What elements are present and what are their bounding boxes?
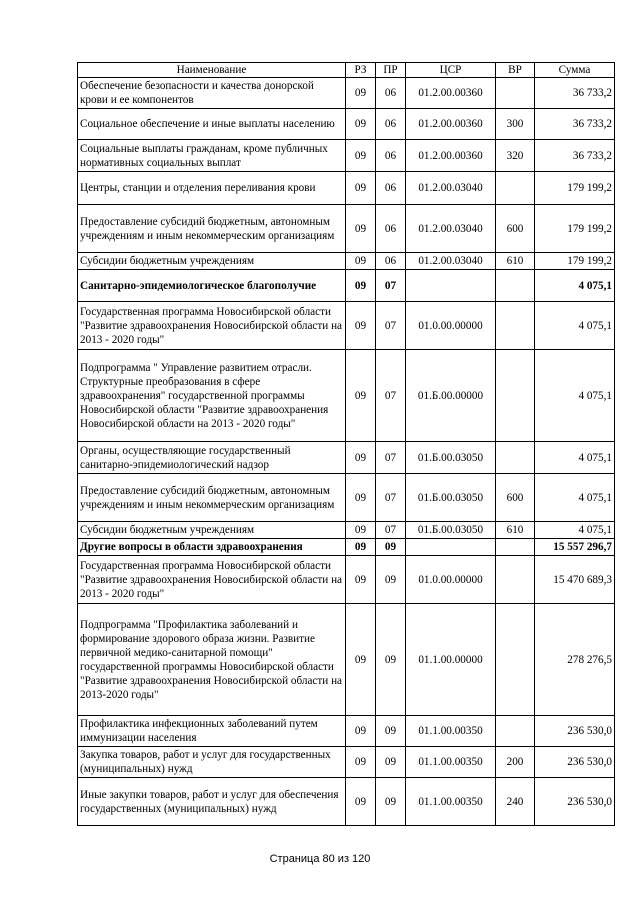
- row-sum: 15 557 296,7: [535, 539, 615, 556]
- table-row: [78, 270, 615, 302]
- row-csr: 01.Б.00.00000: [406, 350, 496, 442]
- row-pr: 06: [376, 109, 406, 140]
- row-csr: 01.0.00.00000: [406, 302, 496, 350]
- row-sum: 4 075,1: [535, 474, 615, 522]
- row-pr: 07: [376, 350, 406, 442]
- row-sum: 236 530,0: [535, 747, 615, 778]
- row-sum: 15 470 689,3: [535, 556, 615, 604]
- row-vr: 600: [496, 474, 535, 522]
- table-row: [78, 556, 615, 604]
- row-vr: [496, 270, 535, 302]
- row-vr: 240: [496, 778, 535, 826]
- row-vr: 320: [496, 140, 535, 172]
- row-rz: 09: [346, 539, 376, 556]
- table-row: [78, 442, 615, 474]
- row-name: Предоставление субсидий бюджетным, автономным учреждениям и иным некоммерческим организациям: [78, 474, 346, 522]
- row-pr: 09: [376, 556, 406, 604]
- row-name: Иные закупки товаров, работ и услуг для обеспечения государственных (муниципальных) нужд: [78, 778, 346, 826]
- table-row: [78, 205, 615, 253]
- row-pr: 06: [376, 205, 406, 253]
- row-csr: 01.2.00.03040: [406, 205, 496, 253]
- row-vr: [496, 350, 535, 442]
- row-rz: 09: [346, 109, 376, 140]
- table-row: [78, 302, 615, 350]
- row-csr: 01.1.00.00350: [406, 778, 496, 826]
- row-rz: 09: [346, 253, 376, 270]
- row-rz: 09: [346, 172, 376, 205]
- row-csr: 01.2.00.00360: [406, 109, 496, 140]
- row-rz: 09: [346, 604, 376, 716]
- table-row: [78, 474, 615, 522]
- row-pr: 06: [376, 140, 406, 172]
- table-row: [78, 350, 615, 442]
- row-csr: 01.1.00.00000: [406, 604, 496, 716]
- row-sum: 236 530,0: [535, 716, 615, 747]
- row-name: Санитарно-эпидемиологическое благополучие: [78, 270, 346, 302]
- row-pr: 09: [376, 778, 406, 826]
- row-sum: 36 733,2: [535, 140, 615, 172]
- row-name: Другие вопросы в области здравоохранения: [78, 539, 346, 556]
- row-vr: [496, 172, 535, 205]
- row-name: Органы, осуществляющие государственный санитарно-эпидемиологический надзор: [78, 442, 346, 474]
- row-pr: 09: [376, 539, 406, 556]
- row-csr: 01.Б.00.03050: [406, 522, 496, 539]
- row-name: Государственная программа Новосибирской области "Развитие здравоохранения Новосибирской области на 2013 - 2020 годы": [78, 556, 346, 604]
- row-sum: 36 733,2: [535, 78, 615, 109]
- row-rz: 09: [346, 556, 376, 604]
- table-row: [78, 716, 615, 747]
- row-rz: 09: [346, 350, 376, 442]
- row-name: Закупка товаров, работ и услуг для государственных (муниципальных) нужд: [78, 747, 346, 778]
- row-rz: 09: [346, 747, 376, 778]
- row-vr: [496, 442, 535, 474]
- row-vr: 610: [496, 253, 535, 270]
- row-rz: 09: [346, 270, 376, 302]
- row-vr: 300: [496, 109, 535, 140]
- row-csr: 01.2.00.03040: [406, 172, 496, 205]
- row-vr: [496, 539, 535, 556]
- row-vr: [496, 556, 535, 604]
- row-sum: 179 199,2: [535, 253, 615, 270]
- row-sum: 4 075,1: [535, 302, 615, 350]
- row-csr: 01.Б.00.03050: [406, 442, 496, 474]
- row-vr: [496, 302, 535, 350]
- row-csr: 01.2.00.00360: [406, 140, 496, 172]
- row-csr: 01.2.00.03040: [406, 253, 496, 270]
- row-rz: 09: [346, 302, 376, 350]
- table-header-row: [78, 63, 615, 78]
- table-row: [78, 539, 615, 556]
- row-name: Социальное обеспечение и иные выплаты населению: [78, 109, 346, 140]
- row-pr: 07: [376, 302, 406, 350]
- row-csr: [406, 270, 496, 302]
- row-pr: 09: [376, 716, 406, 747]
- row-name: Подпрограмма "Профилактика заболеваний и формирование здорового образа жизни. Развитие первичной медико-санитарной помощи" государственной программы Новосибирской области "Развитие здравоохранения Новосибирской области на 2013-2020 годы": [78, 604, 346, 716]
- row-vr: [496, 604, 535, 716]
- table-row: [78, 604, 615, 716]
- row-name: Предоставление субсидий бюджетным, автономным учреждениям и иным некоммерческим организациям: [78, 205, 346, 253]
- table-row: [78, 172, 615, 205]
- row-rz: 09: [346, 205, 376, 253]
- row-rz: 09: [346, 442, 376, 474]
- table-row: [78, 747, 615, 778]
- row-pr: 09: [376, 747, 406, 778]
- row-name: Субсидии бюджетным учреждениям: [78, 522, 346, 539]
- table-body: [78, 78, 615, 826]
- row-pr: 07: [376, 270, 406, 302]
- row-name: Центры, станции и отделения переливания крови: [78, 172, 346, 205]
- row-name: Профилактика инфекционных заболеваний путем иммунизации населения: [78, 716, 346, 747]
- header-sum: Сумма: [535, 63, 615, 78]
- row-vr: 200: [496, 747, 535, 778]
- table-row: [78, 78, 615, 109]
- row-pr: 09: [376, 604, 406, 716]
- row-csr: 01.1.00.00350: [406, 716, 496, 747]
- table-row: [78, 109, 615, 140]
- budget-sheet: [77, 62, 614, 826]
- row-name: Государственная программа Новосибирской области "Развитие здравоохранения Новосибирской области на 2013 - 2020 годы": [78, 302, 346, 350]
- row-vr: [496, 716, 535, 747]
- row-rz: 09: [346, 474, 376, 522]
- row-sum: 4 075,1: [535, 350, 615, 442]
- table-row: [78, 253, 615, 270]
- row-sum: 179 199,2: [535, 172, 615, 205]
- row-sum: 278 276,5: [535, 604, 615, 716]
- header-vr: ВР: [496, 63, 535, 78]
- row-pr: 06: [376, 253, 406, 270]
- row-rz: 09: [346, 778, 376, 826]
- header-pr: ПР: [376, 63, 406, 78]
- row-sum: 4 075,1: [535, 522, 615, 539]
- row-pr: 07: [376, 442, 406, 474]
- row-csr: 01.Б.00.03050: [406, 474, 496, 522]
- row-name: Субсидии бюджетным учреждениям: [78, 253, 346, 270]
- table-row: [78, 778, 615, 826]
- row-sum: 4 075,1: [535, 442, 615, 474]
- row-rz: 09: [346, 78, 376, 109]
- row-rz: 09: [346, 522, 376, 539]
- row-csr: [406, 539, 496, 556]
- row-rz: 09: [346, 140, 376, 172]
- row-sum: 236 530,0: [535, 778, 615, 826]
- row-pr: 06: [376, 172, 406, 205]
- row-pr: 07: [376, 474, 406, 522]
- row-pr: 07: [376, 522, 406, 539]
- row-rz: 09: [346, 716, 376, 747]
- row-csr: 01.1.00.00350: [406, 747, 496, 778]
- header-csr: ЦСР: [406, 63, 496, 78]
- row-pr: 06: [376, 78, 406, 109]
- row-vr: 610: [496, 522, 535, 539]
- table-row: [78, 522, 615, 539]
- row-csr: 01.2.00.00360: [406, 78, 496, 109]
- row-name: Подпрограмма " Управление развитием отрасли. Структурные преобразования в сфере здравоохранения" государственной программы Новосибирской области "Развитие здравоохранения Новосибирской области на 2013 - 2020 годы": [78, 350, 346, 442]
- row-name: Обеспечение безопасности и качества донорской крови и ее компонентов: [78, 78, 346, 109]
- row-sum: 179 199,2: [535, 205, 615, 253]
- budget-table: [77, 62, 615, 826]
- row-vr: [496, 78, 535, 109]
- header-name: Наименование: [78, 63, 346, 78]
- row-name: Социальные выплаты гражданам, кроме публичных нормативных социальных выплат: [78, 140, 346, 172]
- row-sum: 36 733,2: [535, 109, 615, 140]
- table-row: [78, 140, 615, 172]
- header-rz: РЗ: [346, 63, 376, 78]
- row-csr: 01.0.00.00000: [406, 556, 496, 604]
- row-sum: 4 075,1: [535, 270, 615, 302]
- page-number: Страница 80 из 120: [269, 853, 371, 865]
- row-vr: 600: [496, 205, 535, 253]
